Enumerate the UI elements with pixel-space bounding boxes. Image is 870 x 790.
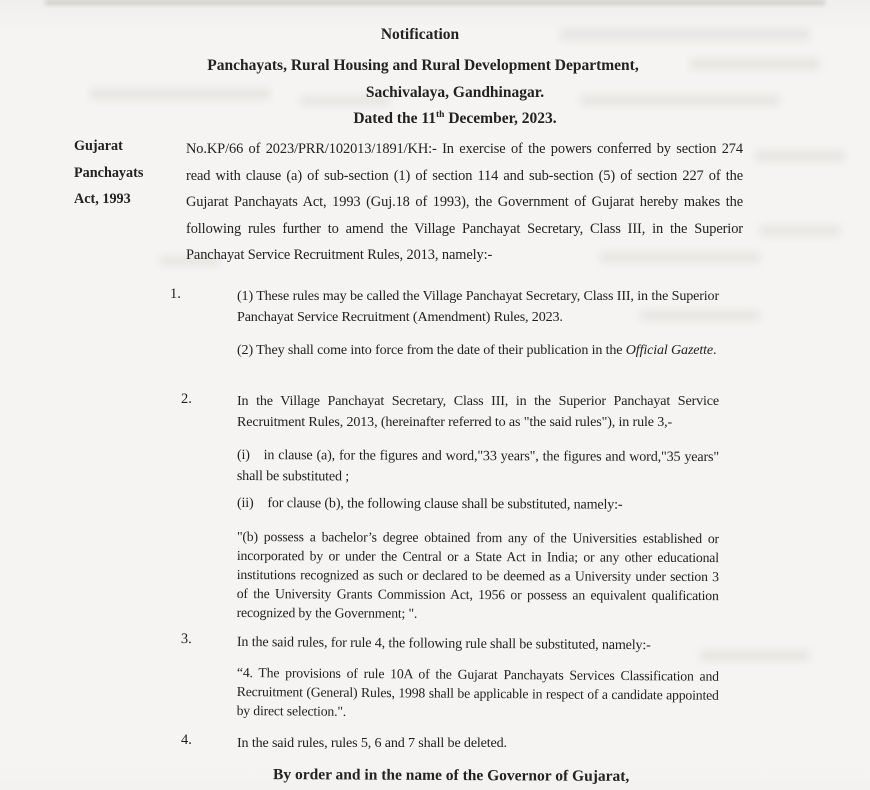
place-line bbox=[155, 84, 755, 102]
margin-note bbox=[74, 133, 143, 213]
date-pre: Dated the 11 bbox=[353, 110, 436, 128]
scan-artifact bbox=[45, 0, 825, 5]
margin-note-line: Panchayats bbox=[74, 164, 144, 181]
item-3-number: 3. bbox=[180, 631, 192, 648]
item-4-text: In the said rules, rules 5, 6 and 7 shall be deleted. bbox=[237, 735, 507, 751]
margin-note-line: Gujarat bbox=[74, 138, 123, 154]
item-1-clause-2-end: . bbox=[713, 342, 717, 358]
item-2-quoted-clause-b: "(b) possess a bachelor’s degree obtained from any of the Universities established or incorporated by or under the Central or a State Act in India; or any other educational institutions recognized as such or declared to be deemed as a University under section 3 of the University Grants Commission Act, 1956 or possess an equivalent qualification recognized by the Government; ". bbox=[236, 529, 719, 621]
item-2-number: 2. bbox=[181, 391, 192, 407]
item-1-clause-2 bbox=[237, 340, 719, 361]
item-2-lead: In the Village Panchayat Secretary, Class III, in the Superior Panchayat Service Recruitment Rules, 2013, (hereinafter referred to as "the said rules"), in rule 3,- bbox=[237, 393, 719, 431]
item-3-quoted-rule-4: “4. The provisions of rule 10A of the Gujarat Panchayats Services Classification and Recruitment (General) Rules, 1998 shall be applicable in respect of a candidate appointed by direct selection.". bbox=[236, 664, 719, 719]
doc-title bbox=[120, 26, 720, 44]
date-superscript: th bbox=[436, 110, 445, 120]
intro-paragraph: No.KP/66 of 2023/PRR/102013/1891/KH:- In exercise of the powers conferred by section 274 read with clause (a) of sub-section (1) of section 114 and sub-section (5) of section 227 of the Gujarat Panchayats Act, 1993 (Guj.18 of 1993), the Government of Gujarat hereby makes the following rules further to amend the Village Panchayat Secretary, Class III, in the Superior Panchayat Service Recruitment Rules, 2013, namely:- bbox=[186, 141, 743, 264]
scan-artifact bbox=[755, 150, 845, 162]
item-1-number: 1. bbox=[170, 286, 181, 302]
margin-note-line: Act, 1993 bbox=[74, 191, 131, 207]
department-text: Panchayats, Rural Housing and Rural Development Department, bbox=[207, 57, 639, 74]
item-2-sub-i: (i) in clause (a), for the figures and word,"33 years", the figures and word,"35 years" shall be substituted ; bbox=[236, 446, 719, 485]
department-line bbox=[123, 57, 723, 75]
item-1-clause-1: (1) These rules may be called the Village Panchayat Secretary, Class III, in the Superior Panchayat Service Recruitment (Amendment) Rules, 2023. bbox=[237, 288, 719, 326]
official-gazette-italic: Official Gazette bbox=[625, 342, 714, 358]
doc-title-text: Notification bbox=[380, 26, 460, 43]
item-4-number: 4. bbox=[181, 732, 192, 748]
item-1-clause-2-text: (2) They shall come into force from the date of their publication in the bbox=[237, 342, 626, 358]
place-text: Sachivalaya, Gandhinagar. bbox=[365, 84, 545, 101]
item-2-sub-ii: (ii) for clause (b), the following clause shall be substituted, namely:- bbox=[236, 494, 623, 513]
item-3-lead: In the said rules, for rule 4, the following rule shall be substituted, namely:- bbox=[236, 633, 651, 654]
footer-by-order-line: By order and in the name of the Governor of Gujarat, bbox=[272, 766, 630, 785]
scan-artifact bbox=[760, 225, 840, 236]
date-line bbox=[155, 110, 755, 128]
date-post: December, 2023. bbox=[444, 110, 557, 128]
